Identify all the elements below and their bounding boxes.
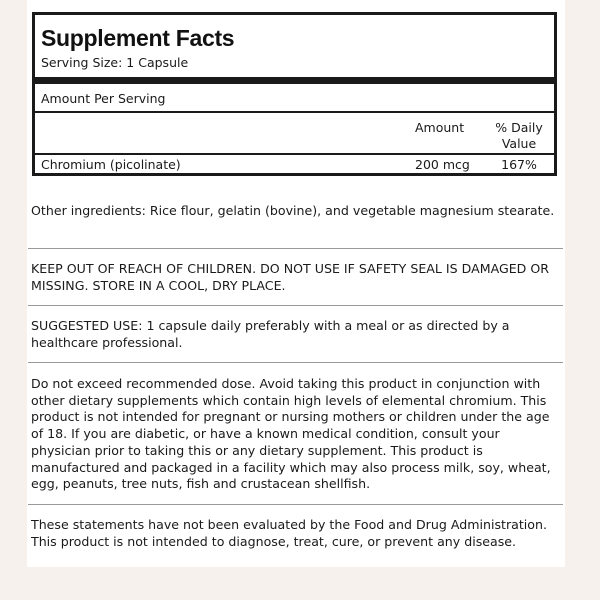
- facts-thin-rule: [35, 111, 554, 113]
- section-divider: [28, 362, 563, 363]
- amount-per-serving: Amount Per Serving: [41, 91, 166, 106]
- fda-disclaimer-text: These statements have not been evaluated by the Food and Drug Administration. This product is not intended to diagnose, treat, cure, or prevent any disease.: [31, 517, 547, 549]
- suggested-use-text: SUGGESTED USE: 1 capsule daily preferably with a meal or as directed by a healthcare professional.: [31, 318, 510, 350]
- warning-text: KEEP OUT OF REACH OF CHILDREN. DO NOT USE IF SAFETY SEAL IS DAMAGED OR MISSING. STORE IN A COOL, DRY PLACE.: [31, 261, 550, 293]
- section-divider: [28, 248, 563, 249]
- nutrient-name: Chromium (picolinate): [41, 157, 181, 172]
- section-divider: [28, 305, 563, 306]
- supplement-facts-panel: [32, 12, 557, 176]
- nutrient-amount: 200 mcg: [415, 157, 470, 172]
- nutrient-daily-value: 167%: [501, 157, 537, 172]
- section-divider: [28, 504, 563, 505]
- facts-thick-rule: [35, 77, 554, 84]
- other-ingredients-text: Other ingredients: Rice flour, gelatin (bovine), and vegetable magnesium stearate.: [31, 203, 555, 218]
- facts-title: Supplement Facts: [41, 25, 235, 51]
- caution-text: Do not exceed recommended dose. Avoid taking this product in conjunction with other dietary supplements which contain high levels of elemental chromium. This product is not intended for pregnant or nursing mothers or children under the age of 18. If you are diabetic, or have a known medical condition, consult your physician prior to taking this or any dietary supplement. This product is manufactured and packaged in a facility which may also process milk, soy, wheat, egg, peanuts, tree nuts, fish and crustacean shellfish.: [31, 376, 551, 492]
- serving-size: Serving Size: 1 Capsule: [41, 55, 189, 70]
- daily-value-column-header: % Daily Value: [495, 120, 543, 151]
- amount-column-header: Amount: [415, 120, 465, 135]
- facts-header-rule: [35, 153, 554, 155]
